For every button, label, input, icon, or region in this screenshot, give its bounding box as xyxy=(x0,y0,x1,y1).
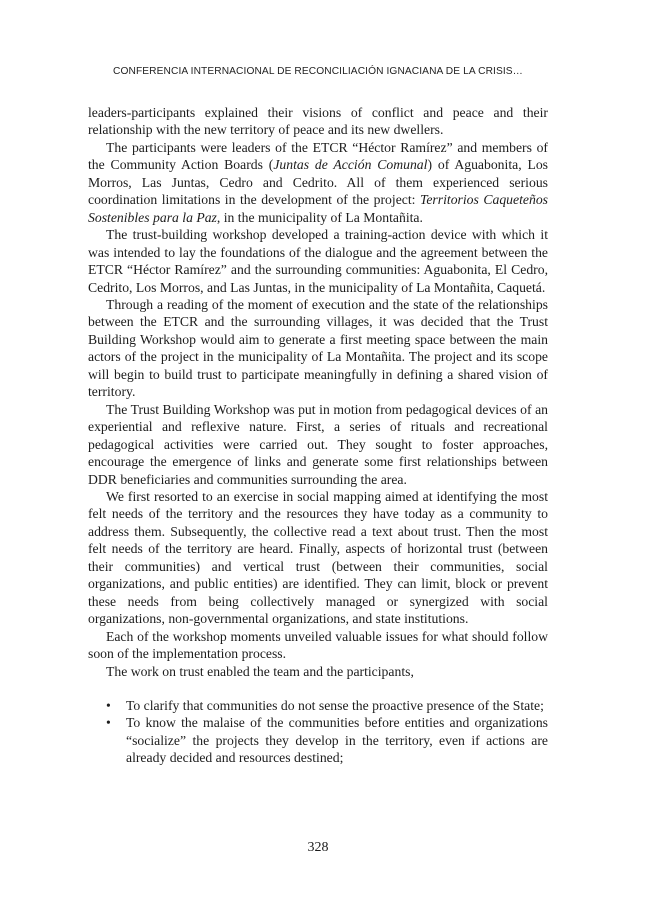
paragraph-2-italic-project: Territorios Caqueteños Sostenibles para la Paz xyxy=(88,192,548,225)
bullet-marker: • xyxy=(106,697,111,713)
bullet-list xyxy=(88,697,548,767)
bullet-item-text: To know the malaise of the communities before entities and organizations “socialize” the projects they develop in the territory, even if actions are already decided and resources destined; xyxy=(126,715,548,766)
paragraph-7: Each of the workshop moments unveiled valuable issues for what should follow soon of the implementation process. xyxy=(88,628,548,662)
paragraph-2 xyxy=(88,139,548,226)
paragraph-2-italic-juntas: Juntas de Acción Comunal xyxy=(273,157,428,173)
paragraph-3: The trust-building workshop developed a training-action device with which it was intended to lay the foundations of the dialogue and the agreement between the ETCR “Héctor Ramírez” and the surrounding communities: Aguabonita, El Cedro, Cedrito, Los Morros, and Las Juntas, in the municipality of La Montañita, Caquetá. xyxy=(88,227,548,295)
paragraph-5: The Trust Building Workshop was put in motion from pedagogical devices of an experiential and reflexive nature. First, a series of rituals and recreational pedagogical activities were carried out. They sought to foster approaches, encourage the emergence of links and generate some first relationships between DDR beneficiaries and communities surrounding the area. xyxy=(88,401,548,487)
bullet-item-text: To clarify that communities do not sense the proactive presence of the State; xyxy=(126,697,544,713)
paragraph-1: leaders-participants explained their visions of conflict and peace and their relationship with the new territory of peace and its new dwellers. xyxy=(88,105,548,138)
paragraph-2-text-b: ) of Aguabonita, Los Morros, Las Juntas, Cedro and Cedrito. All of them experienced serious coordination limitations in the development of the project: xyxy=(88,157,548,208)
paragraph-2-text-a: The participants were leaders of the ETCR “Héctor Ramírez” and members of the Community Action Boards ( xyxy=(88,139,548,173)
page-number: 328 xyxy=(307,840,329,855)
running-head: CONFERENCIA INTERNACIONAL DE RECONCILIACIÓN IGNACIANA DE LA CRISIS… xyxy=(113,66,523,77)
bullet-marker: • xyxy=(106,715,111,731)
body-text xyxy=(88,104,548,767)
bullet-item xyxy=(88,714,548,766)
bullet-item xyxy=(88,697,548,714)
paragraph-2-text-c: , in the municipality of La Montañita. xyxy=(216,209,423,225)
paragraph-4: Through a reading of the moment of execution and the state of the relationships between the ETCR and the surrounding villages, it was decided that the Trust Building Workshop would aim to generate a first meeting space between the main actors of the project in the municipality of La Montañita. The project and its scope will begin to build trust to participate meaningfully in defining a shared vision of territory. xyxy=(88,296,548,400)
paragraph-6: We first resorted to an exercise in social mapping aimed at identifying the most felt needs of the territory and the resources they have today as a community to address them. Subsequently, the collective read a text about trust. Then the most felt needs of the territory are heard. Finally, aspects of horizontal trust (between their communities) and vertical trust (between their communities, social organizations, and public entities) are identified. They can limit, block or prevent these needs from being collectively managed or synergized with social organizations, non-governmental organizations, and state institutions. xyxy=(88,488,548,627)
paragraph-8: The work on trust enabled the team and the participants, xyxy=(106,663,414,679)
